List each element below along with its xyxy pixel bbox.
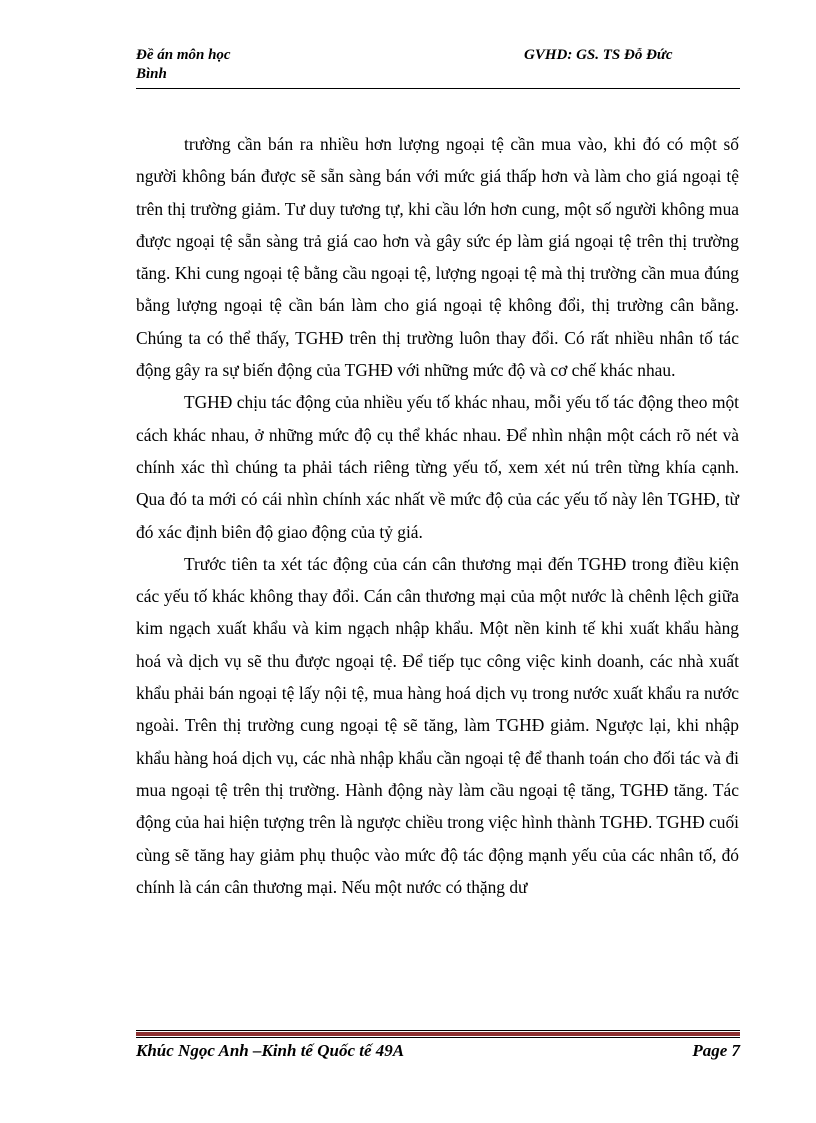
page-number: Page 7 bbox=[692, 1041, 740, 1060]
footer-divider-top bbox=[136, 1030, 740, 1031]
footer-divider-thick bbox=[136, 1032, 740, 1036]
supervisor-name-continued: Bình bbox=[136, 66, 167, 82]
header-divider bbox=[136, 88, 740, 89]
paragraph-1: trường cần bán ra nhiều hơn lượng ngoại tệ cần mua vào, khi đó có một số người không bán được sẽ sẵn sàng bán với mức giá thấp hơn và làm cho giá ngoại tệ trên thị trường giảm. Tư duy tương tự, khi cầu lớn hơn cung, một số người không mua được ngoại tệ sẵn sàng trả giá cao hơn và gây sức ép làm giá ngoại tệ trên thị trường tăng. Khi cung ngoại tệ bằng cầu ngoại tệ, lượng ngoại tệ mà thị trường cần mua đúng bằng lượng ngoại tệ cần bán làm cho giá ngoại tệ không đổi, thị trường cân bằng. Chúng ta có thể thấy, TGHĐ trên thị trường luôn thay đổi. Có rất nhiều nhân tố tác động gây ra sự biến động của TGHĐ với những mức độ và cơ chế khác nhau. bbox=[136, 134, 739, 381]
footer-divider-bottom bbox=[136, 1037, 740, 1038]
course-title: Đề án môn học bbox=[136, 47, 231, 63]
paragraph-2: TGHĐ chịu tác động của nhiều yếu tố khác nhau, mỗi yếu tố tác động theo một cách khác nhau, ở những mức độ cụ thể khác nhau. Để nhìn nhận một cách rõ nét và chính xác thì chúng ta phải tách riêng từng yếu tố, xem xét nú trên từng khía cạnh. Qua đó ta mới có cái nhìn chính xác nhất về mức độ của các yếu tố này lên TGHĐ, từ đó xác định biên độ giao động của tỷ giá. bbox=[136, 392, 739, 542]
supervisor-label: GVHD: GS. TS Đỗ Đức bbox=[524, 47, 673, 63]
page-header bbox=[136, 46, 740, 90]
document-body bbox=[136, 128, 739, 903]
paragraph-3: Trước tiên ta xét tác động của cán cân thương mại đến TGHĐ trong điều kiện các yếu tố khác không thay đổi. Cán cân thương mại của một nước là chênh lệch giữa kim ngạch xuất khẩu và kim ngạch nhập khẩu. Một nền kinh tế khi xuất khẩu hàng hoá và dịch vụ sẽ thu được ngoại tệ. Để tiếp tục công việc kinh doanh, các nhà xuất khẩu phải bán ngoại tệ lấy nội tệ, mua hàng hoá dịch vụ trong nước xuất khẩu ra nước ngoài. Trên thị trường cung ngoại tệ sẽ tăng, làm TGHĐ giảm. Ngược lại, khi nhập khẩu hàng hoá dịch vụ, các nhà nhập khẩu cần ngoại tệ để thanh toán cho đối tác và đi mua ngoại tệ trên thị trường. Hành động này làm cầu ngoại tệ tăng, TGHĐ tăng. Tác động của hai hiện tượng trên là ngược chiều trong việc hình thành TGHĐ. TGHĐ cuối cùng sẽ tăng hay giảm phụ thuộc vào mức độ tác động mạnh yếu của các nhân tố, đó chính là cán cân thương mại. Nếu một nước có thặng dư bbox=[136, 553, 739, 897]
footer-author: Khúc Ngọc Anh –Kinh tế Quốc tế 49A bbox=[136, 1041, 405, 1060]
